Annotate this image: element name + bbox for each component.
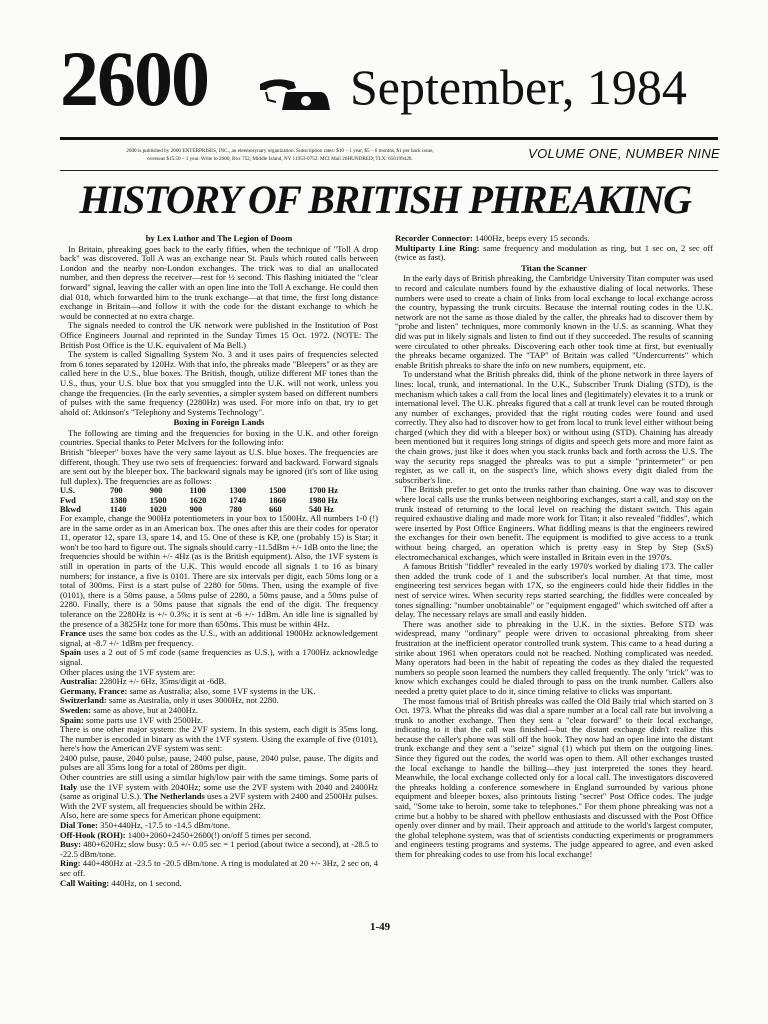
paragraph: Also, here are some specs for American phone equipment: [60,810,261,821]
country-entry: Switzerland: same as Australia, only it uses 3000Hz, not 2280. [60,695,279,706]
telephone-logo-icon [256,74,336,114]
paragraph: The system is called Signalling System No. 3 and it uses pairs of frequencies selected from 6 tones separated by 120Hz. With that info, the phreaks made "Bleepers" or as they are called here in the U.S., blue boxes. The British, though, utilize different MF tones than the U.S., thus, your U.S. blue box that you smuggled into the U.K. will not work, unless you change the frequencies. (In the early seventies, a simpler system based on different numbers of pulses with the same frequency (2280Hz) was used. For more info on that, try to get ahold of: Atkinson's "Telephony and Systems Technology". [60,349,378,417]
paragraph: In the early days of British phreaking, the Cambridge University Titan computer was used to record and calculate numbers found by the exhaustive dialing of local networks. These numbers were used to create a chain of links from local exchange to local exchange across the country, bypassing the trunk circuits. Because the internal routing codes in the U.K. network are not the same as those dialed by the caller, the phreaks had to discover them by "probe and listen" techniques, more commonly known in the U.S. as scanning. What they did was put in likely signals and listen to find out if they succeeded. The results of scanning were circulated to other phreaks. Discovering each other took time at first, but eventually the phreaks became organized. The "TAP" of Britain was called "Undercurrents" which enable British phreaks to share the info on new numbers, equipment, etc. [395,273,713,370]
paragraph: In Britain, phreaking goes back to the early fifties, when the technique of "Toll A drop back" was discovered. Toll A was an exchange near St. Pauls which routed calls between London and the nearby non-London exchanges. The trick was to dial an unallocated number, and then depress the receiver—rest for ½ second. This flashing initiated the "clear forward" signal, leaving the caller with an open line into the Toll A exchange. He could then dial 018, which forwarded him to the trunk exchange—at that time, the first long distance exchange in Britain—and follow it with the code for the distant exchange to which he would be connected at no extra charge. [60,243,378,321]
publication-info: 2600 is published by 2600 ENTERPRISES, INC., an eleemosynary organization. Subscription rates: $10 – 1 year, $5 – 6 months, $1 per back issue, overseas $15.50 – 1 year. Write to 2600, Box 752, Middle Island, NY 11953-0752. MCI Mail 26HUNDRED; TLX: 650199428. [126,148,434,162]
paragraph: The following are timing and the frequencies for boxing in the U.K. and other foreign countries. Special thanks to Peter McIvers for the following info: [60,427,378,448]
spec-entry: Busy: 480+620Hz; slow busy: 0.5 +/- 0.05 sec = 1 period (about twice a second), at -28.5 to -22.5 dBm/tone. [60,839,378,859]
spec-entry: Ring: 440+480Hz at -23.5 to -20.5 dBm/tone. A ring is modulated at 20 +/- 3Hz, 2 sec on, 4 sec off. [60,858,378,879]
table-row: Bkwd 1140 1020 900 780 660 540 Hz [60,504,334,514]
table-row: Fwd 1380 1500 1620 1740 1860 1980 Hz [60,495,338,505]
masthead-date: September, 1984 [350,59,687,115]
spec-entry: Recorder Connector: 1400Hz, beeps every 15 seconds. [395,233,590,243]
country-entry: Sweden: same as above, but at 2400Hz. [60,704,198,715]
masthead-number: 2600 [60,35,208,122]
paragraph: For example, change the 900Hz potentiometers in your box to 1500Hz. All numbers 1-0 (!) are in the same order as in an American box. The ones after this are their codes for operator 11, operator 12, spare 13, spare 14, and 15. One of these is KP, one (probably 15) is Star; it won't be too hard to figure out. The signals should carry -11.5dBm +/- 1dB onto the line; the frequencies should be within +/- 4Hz (as is the British equipment). Also, the 1VF system is still in operation in parts of the U.K. This would encode all signals 1 to 16 as binary numbers; for instance, a five is 0101. There are six intervals per digit, each 50ms long or a total of 300ms. First is a start pulse of 2280 for 50ms. Then, using the example of five (0101), there is a 50ms pause, a 50ms pulse of 2280, a 50ms pause, and a 50ms pulse of 2280. Finally, there is a 50ms pause that signals the end of the digit. The frequency tolerance on the 2280Hz is +/- 0.3%; it is sent at -6 +/- 1dBm. An idle line is signalled by the presence of a 3825Hz tone for more than 650ms. This must be within 4Hz. [60,513,378,629]
spec-entry: Dial Tone: 350+440Hz, -17.5 to -14.5 dBm/tone. [60,820,231,831]
table-row: U.S. 700 900 1100 1300 1500 1700 Hz [60,486,338,496]
header-rule [60,170,718,171]
frequency-table [60,486,378,514]
section-heading: Boxing in Foreign Lands [173,417,265,428]
paragraph: Other countries are still using a similar high/low pair with the same timings. Some parts of Italy use the 1VF system with 2040Hz; some use the 2VF system with 2040 and 2400Hz (same as original U.S.). The Netherlands uses a 2VF system with 2400 and 2500Hz pulses. With the 2VF system, all frequencies should be within 2Hz. [60,772,378,811]
paragraph: The signals needed to control the UK network were published in the Institution of Post Office Engineers Journal and reprinted in the Sunday Times 15 Oct. 1972. (NOTE: The British Post Office is the U.K. equivalent of Ma Bell.) [60,320,378,350]
masthead-rule [60,137,718,140]
paragraph: The most famous trial of British phreaks was called the Old Baily trial which started on 3 Oct. 1973. What the phreaks did was dial a spare number at a local call rate but involving a trunk to another exchange. Then they sent a "clear forward" to their local exchange, indicating to it that the call was finished—but the distant exchange didn't realize this because the caller's phone was still off the hook. They now had an open line into the distant trunk exchange and they sent a "seize" signal (1) which put them on the outgoing lines. Since they figured out the codes, the world was open to them. All other exchanges trusted the local exchange to handle the billing—they just interpreted the tones they heard. Meanwhile, the local exchange collected only for a local call. The investigators discovered the phreaks holding a conference somewhere in England surrounded by various phone equipment and bleeper boxes, also printouts listing "secret" Post Office codes. The judge said, "Some take to heroin, some take to telephones." For them phone phreaking was not a crime but a hobby to be shared with phellow enthusiasts and discussed with the Post Office openly over dinner and by mail. Their approach and attitude to the world's largest computer, the global telephone system, was that of scientists conducting experiments or programmers and engineers testing programs and systems. The judge appeared to agree, and even asked them for phreaking codes to use from his local exchange! [395,695,713,859]
paragraph: Spain uses a 2 out of 5 mf code (same frequencies as U.S.), with a 1700Hz acknowledge signal. [60,647,378,667]
paragraph: British "bleeper" boxes have the very same layout as U.S. blue boxes. The frequencies are different, though. They use two sets of frequencies: forward and backward. Forward signals are sent out by the bleeper box. The backward signals may be ignored (it's sort of like using full duplex). The frequencies are as follows: [60,447,378,486]
paragraph: There was another side to phreaking in the U.K. in the sixties. Before STD was widespread, many "ordinary" people were driven to occasional phreaking from sheer frustration at the inefficient operator controlled trunk system. This came to a head during a strike about 1961 when operators could not be reached. Nothing complicated was needed. Many operators had been in the habit of repeating the codes as they dialed the requested numbers so people soon learned the numbers they called frequently. The only "trick" was to know which exchanges could be dialed through to pass on the trunk number. Callers also needed a pretty quiet place to do it, since timing relative to clicks was important. [395,618,713,696]
paragraph: A famous British "fiddler" revealed in the early 1970's worked by dialing 173. The caller then added the trunk code of 1 and the subscriber's local number. At that time, most engineering test services began with 17X, so the engineers could hide their fiddles in the nest of service wires. When security reps started searching, the fiddles were concealed by tones signalling: "number unobtainable" or "equipment engaged" which switched off after a delay. The necessary relays are small and easily hidden. [395,561,713,620]
country-entry: Germany, France: same as Australia; also, some 1VF systems in the UK. [60,685,316,696]
masthead [60,35,720,140]
paragraph: Other places using the 1VF system are: [60,666,196,677]
paragraph: The British prefer to get onto the trunks rather than chaining. One way was to discover where local calls use the trunks between neighboring exchanges, start a call, and stay on the trunk instead of returning to the local level on reaching the distant switch. This again required exhaustive dialing and made more work for Titan; it also revealed "fiddles", which were inserted by Post Office Engineers. What fiddling means is that the engineers rewired the exchanges for their own benefit. The equipment is modified to give access to a trunk without being charged, an operation which is pretty easy in Step by Step (SxS) electromechanical exchanges, which were installed in Britain even in the 1970's. [395,484,713,562]
spec-entry: Off-Hook (ROH): 1400+2060+2450+2600(!) on/off 5 times per second. [60,829,312,840]
paragraph: 2400 pulse, pause, 2040 pulse, pause, 2400 pulse, pause, 2040 pulse, pause. The digits and pulses are all 35ms long for a total of 280ms per digit. [60,752,378,773]
byline: by Lex Luthor and The Legion of Doom [145,233,293,243]
right-column [395,234,713,860]
spec-entry: Call Waiting: 440Hz, on 1 second. [60,877,182,888]
article-headline: HISTORY OF BRITISH PHREAKING [79,177,691,222]
left-column [60,234,378,888]
spec-entry: Multiparty Line Ring: same frequency and modulation as ring, but 1 sec on, 2 sec off (twice as fast). [395,242,713,263]
country-entry: Australia: 2280Hz +/- 6Hz, 35ms/digit at -6dB. [60,676,227,687]
country-entry: Spain: some parts use 1VF with 2500Hz. [60,714,203,725]
paragraph: France uses the same box codes as the U.S., with an additional 1900Hz acknowledgement signal, at -8.7 +/- 1dBm per frequency. [60,628,378,648]
page-number: 1-49 [370,921,391,933]
paragraph: To understand what the British phreaks did, think of the phone network in three layers of lines: local, trunk, and international. In the U.K., Subscriber Trunk Dialing (STD), is the mechanism which takes a call from the local lines and (legitimately) elevates it to a trunk or international level. The U.K. phreaks figured that a call at trunk level can be routed through any number of exchanges, provided that the right routing codes were found and used correctly. They also had to discover how to get from local to trunk level either without being charged (which they did with a bleeper box) or without using (STD). Chaining has already been mentioned but it requires long strings of digits and speech gets more and more faint as the chain grows, just like it does when you stack trunks back and forth across the U.S. The way the security reps snagged the phreaks was to put a simple "printermeter" or pen register, as we call it, on the suspect's line, which shows every digit dialed from the subscriber's line. [395,369,713,485]
volume-number: VOLUME ONE, NUMBER NINE [528,146,720,161]
paragraph: There is one other major system: the 2VF system. In this system, each digit is 35ms long. The number is encoded in binary as with the 1VF system. Using the example of five (0101), here's how the American 2VF system was sent: [60,724,378,754]
section-heading: Titan the Scanner [521,262,587,273]
